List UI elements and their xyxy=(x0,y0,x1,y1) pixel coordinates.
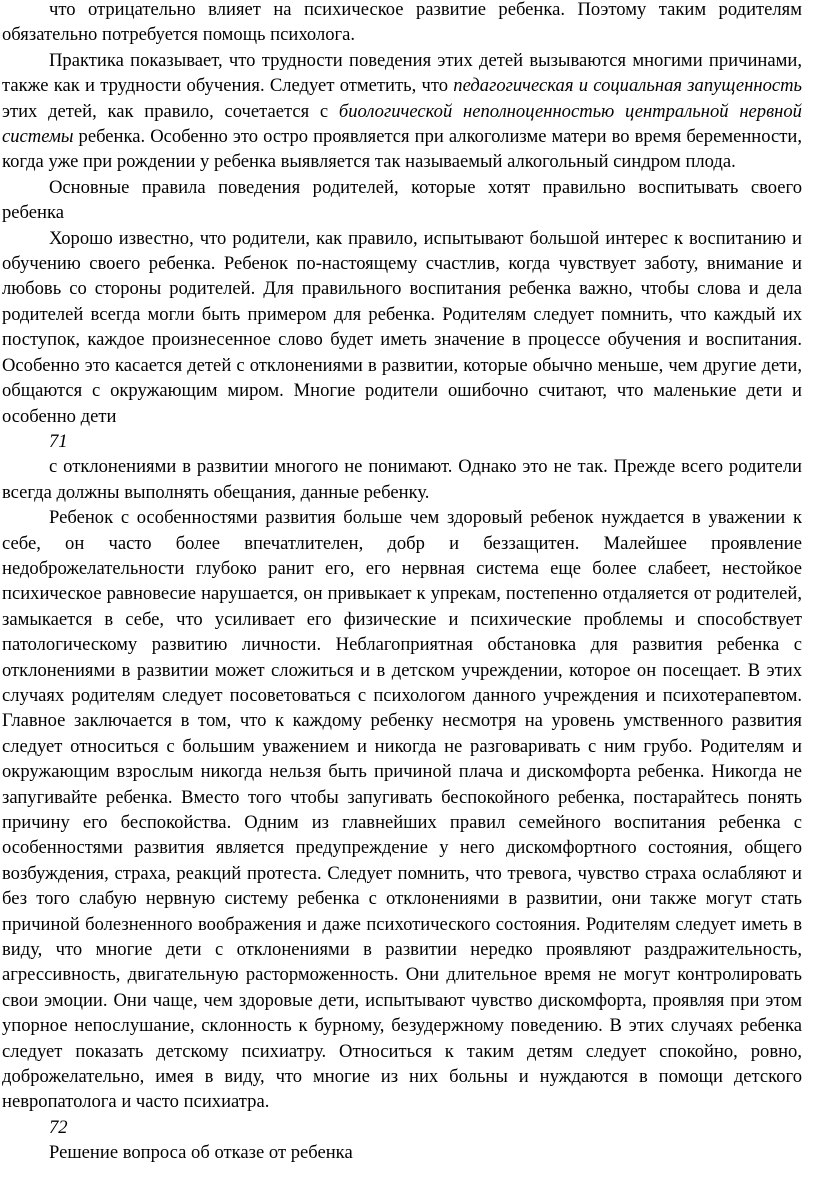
section-heading: Решение вопроса об отказе от ребенка xyxy=(49,1142,353,1164)
paragraph-parents-interest: Хорошо известно, что родители, как правило, испытывают большой интерес к воспитанию и обучению своего ребенка. Ребенок по-настоящему счастлив, когда чувствует заботу, внимание и любовь со стороны родителей. Для правильного воспитания ребенка важно, чтобы слова и дела родителей всегда могли быть примером для ребенка. Родителям следует помнить, что каждый их поступок, каждое произнесенное слово будет иметь значение в процессе обучения и воспитания. Особенно это касается детей с отклонениями в развитии, которые обычно меньше, чем другие дети, общаются с окружающим миром. Многие родители ошибочно считают, что маленькие дети и особенно дети xyxy=(2,227,802,427)
italic-phrase: педагогическая и социальная запущенность xyxy=(453,75,803,97)
paragraph-text: Практика показывает, что трудности поведения этих детей вызываются многими причинами, также как и трудности обучения. Следует отметить, что xyxy=(2,49,802,97)
page-number: 71 xyxy=(49,430,68,452)
section-heading: Основные правила поведения родителей, которые хотят правильно воспитывать своего ребенка xyxy=(2,176,802,224)
paragraph-practice xyxy=(2,48,802,175)
paragraph-promises: с отклонениями в развитии многого не понимают. Однако это не так. Прежде всего родители всегда должны выполнять обещания, данные ребенку. xyxy=(2,456,802,503)
italic-phrase: биологической неполноценностью центральной нервной системы xyxy=(2,100,802,148)
paragraph-continuation: что отрицательно влияет на психическое развитие ребенка. Поэтому таким родителям обязательно потребуется помощь психолога. xyxy=(2,0,802,46)
paragraph-respect: Ребенок с особенностями развития больше чем здоровый ребенок нуждается в уважении к себе, он часто более впечатлителен, добр и беззащитен. Малейшее проявление недоброжелательности глубоко ранит его, его нервная система еще более слабеет, нестойкое психическое равновесие нарушается, он привыкает к упрекам, постепенно отдаляется от родителей, замыкается в себе, что усиливает его физические и психические проблемы и способствует патологическому развитию личности. Неблагоприятная обстановка для развития ребенка с отклонениями в развитии может сложиться и в детском учреждении, которое он посещает. В этих случаях родителям следует посоветоваться с психологом данного учреждения и психотерапевтом. Главное заключается в том, что к каждому ребенку несмотря на уровень умственного развития следует относиться с большим уважением и никогда не разговаривать с ним грубо. Родителям и окружающим взрослым никогда нельзя быть причиной плача и дискомфорта ребенка. Никогда не запугивайте ребенка. Вместо того чтобы запугивать беспокойного ребенка, постарайтесь понять причину его беспокойства. Одним из главнейших правил семейного воспитания ребенка с особенностями развития является предупреждение у него дискомфортного состояния, общего возбуждения, страха, реакций протеста. Следует помнить, что тревога, чувство страха ослабляют и без того слабую нервную систему ребенка с отклонениями в развитии, они также могут стать причиной болезненного воображения и даже психотического состояния. Родителям следует иметь в виду, что многие дети с отклонениями в развитии нередко проявляют раздражительность, агрессивность, двигательную расторможенность. Они длительное время не могут контролировать свои эмоции. Они чаще, чем здоровые дети, испытывают чувство дискомфорта, проявляя при этом упорное непослушание, склонность к бурному, безудержному поведению. В этих случаях ребенка следует показать детскому психиатру. Относиться к таким детям следует спокойно, ровно, доброжелательно, имея в виду, что многие из них больны и нуждаются в помощи детского невропатолога и часто психиатра. xyxy=(2,507,802,1113)
page-number: 72 xyxy=(49,1116,68,1138)
paragraph-text: ребенка. Особенно это остро проявляется при алкоголизме матери во время беременности, когда уже при рождении у ребенка выявляется так называемый алкогольный синдром плода. xyxy=(2,126,802,173)
paragraph-text: этих детей, как правило, сочетается с xyxy=(2,100,339,122)
